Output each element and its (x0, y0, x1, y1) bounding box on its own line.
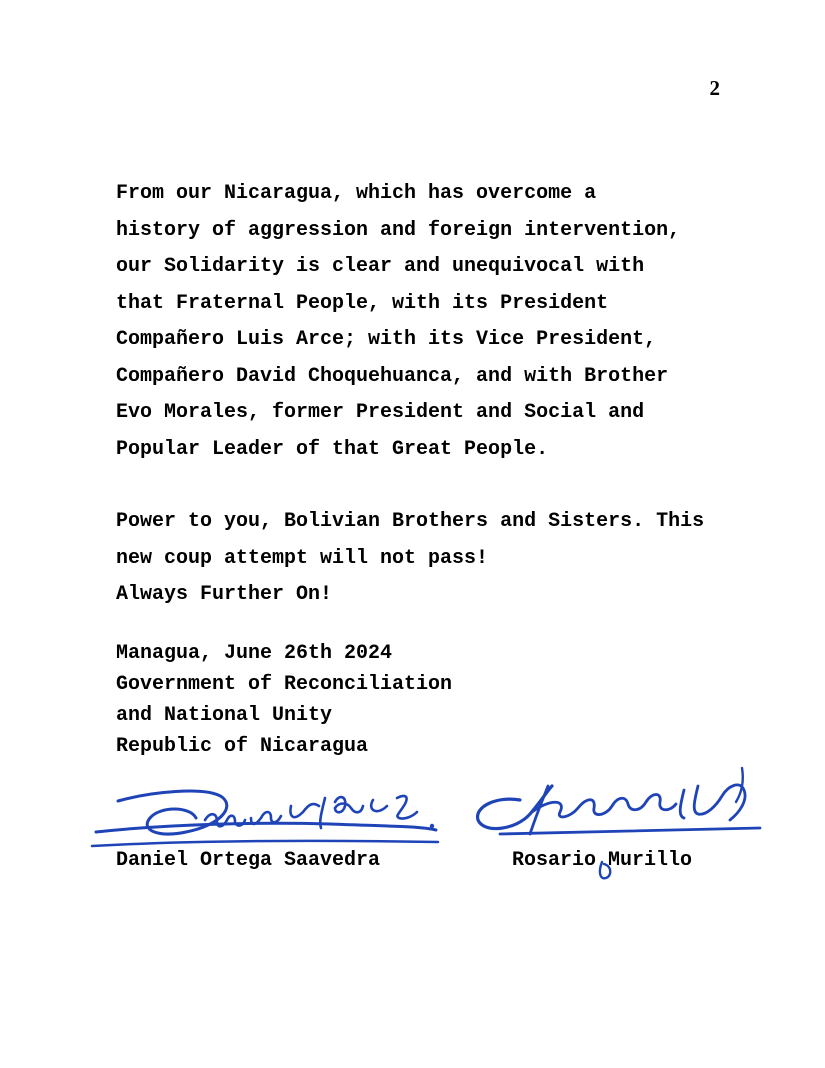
paragraph-line: Compañero David Choquehuanca, and with Brother (116, 364, 669, 388)
government-line-1: Government of Reconciliation (116, 673, 453, 696)
paragraph-line: Always Further On! (116, 583, 333, 606)
paragraph-line: our Solidarity is clear and unequivocal with (116, 255, 645, 278)
paragraph-line: Power to you, Bolivian Brothers and Sisters. This (116, 510, 705, 533)
page-number: 2 (709, 76, 720, 100)
closing-block (116, 638, 452, 762)
paragraph-line: new coup attempt will not pass! (116, 546, 489, 570)
republic-name: Republic of Nicaragua (116, 735, 369, 758)
paragraph-line: history of aggression and foreign intervention, (116, 218, 681, 242)
paragraph-line: that Fraternal People, with its President (116, 291, 609, 315)
signer-name-daniel-ortega: Daniel Ortega Saavedra (116, 849, 381, 872)
paragraph-solidarity (116, 176, 711, 468)
paragraph-line: From our Nicaragua, which has overcome a (116, 182, 597, 205)
signer-name-rosario-murillo: Rosario Murillo (512, 849, 693, 872)
paragraph-power (116, 504, 711, 614)
paragraph-line: Compañero Luis Arce; with its Vice President, (116, 328, 657, 351)
signature-daniel-ortega (92, 791, 438, 846)
place-date: Managua, June 26th 2024 (116, 642, 393, 665)
paragraph-line: Evo Morales, former President and Social and (116, 401, 645, 424)
government-line-2: and National Unity (116, 704, 333, 727)
paragraph-line: Popular Leader of that Great People. (116, 437, 549, 461)
